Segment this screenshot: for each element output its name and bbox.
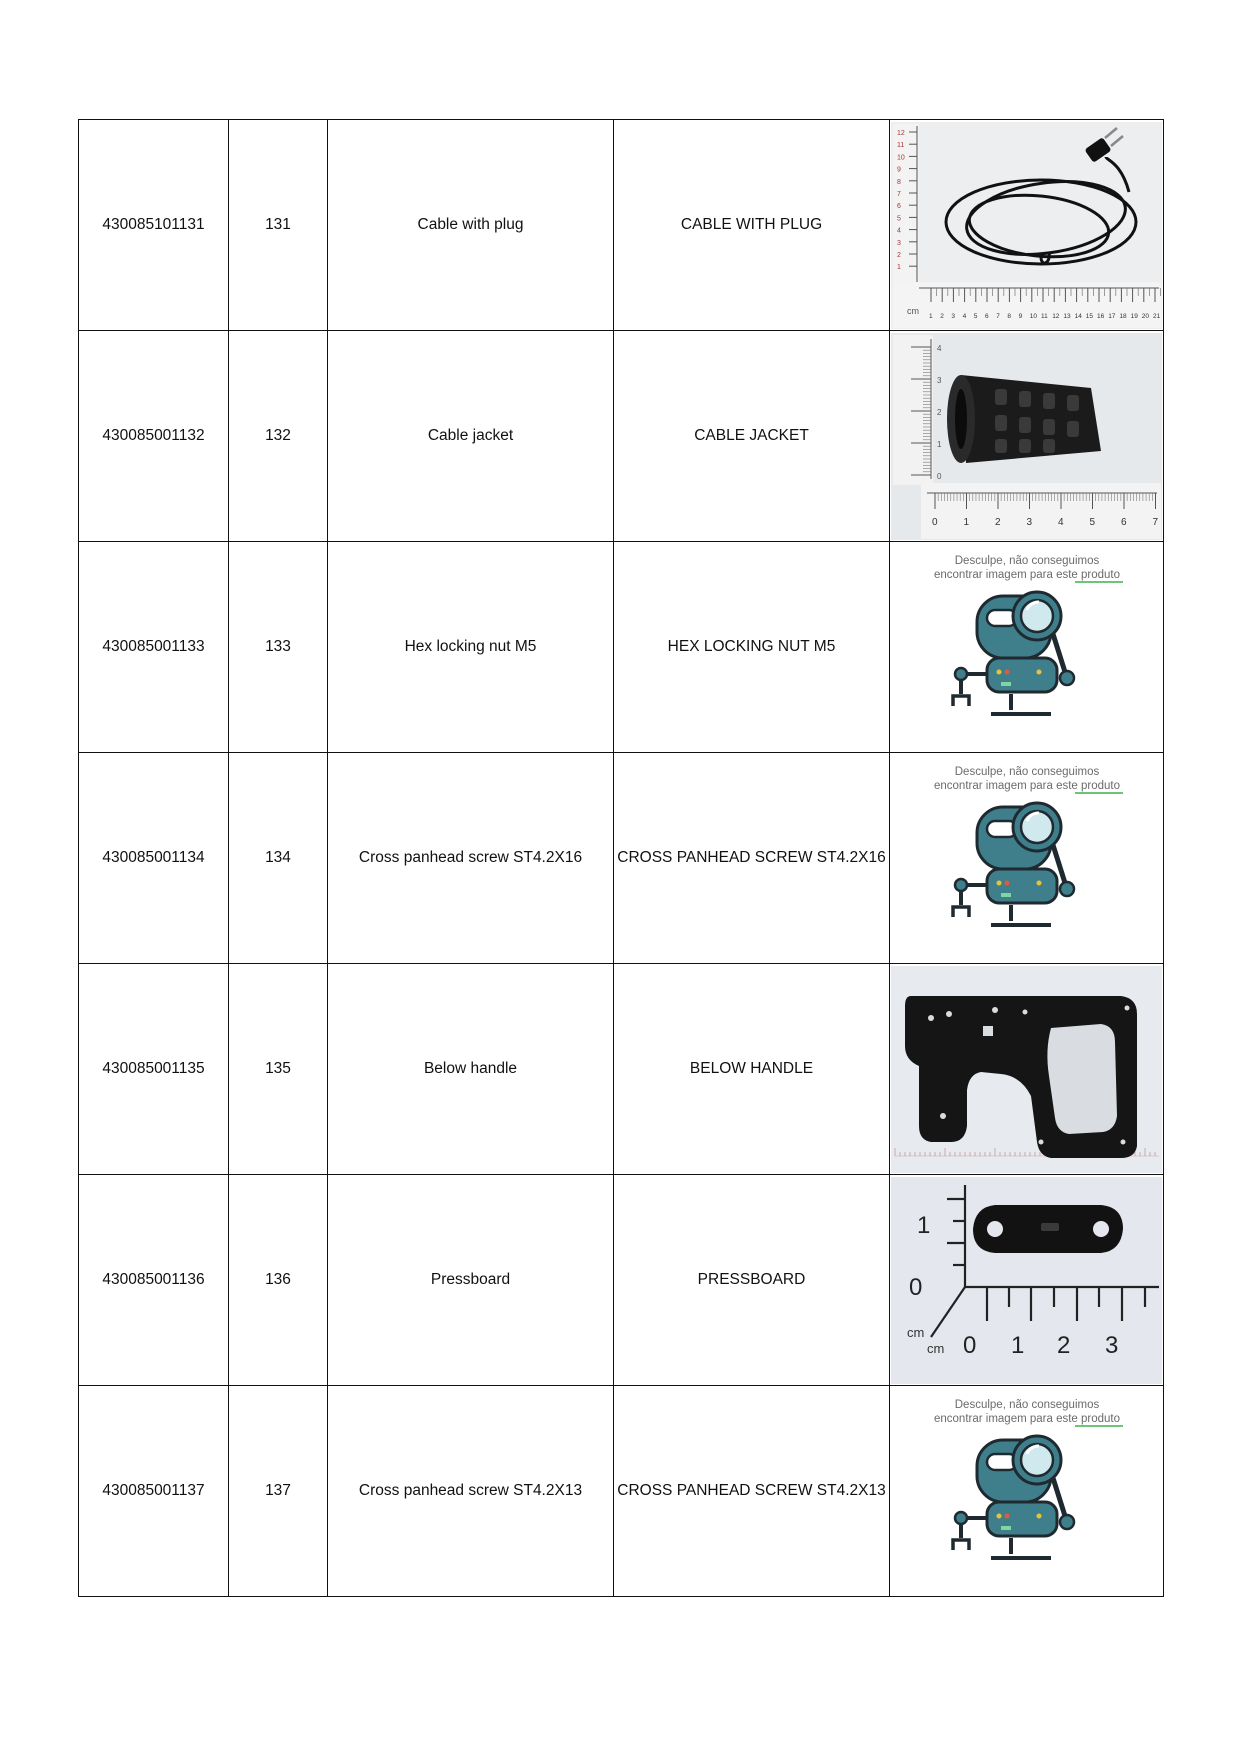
cable-htick-label: 15 bbox=[1085, 312, 1094, 320]
cable-ruler-unit-bottom: cm bbox=[907, 305, 919, 316]
pressboard-htick-3: 3 bbox=[1105, 1331, 1119, 1359]
cable-with-plug-photo bbox=[891, 122, 1162, 329]
placeholder-line-2: encontrar imagem para este produto bbox=[933, 779, 1121, 792]
cable-htick-label: 10 bbox=[1029, 312, 1038, 320]
cable-htick-label: 11 bbox=[1041, 312, 1048, 320]
placeholder-line-1: Desculpe, não conseguimos bbox=[954, 1398, 1100, 1411]
description-upper-cell: CABLE WITH PLUG bbox=[614, 120, 890, 331]
cable-htick-label: 8 bbox=[1007, 312, 1012, 320]
part-code-cell: 430085001133 bbox=[79, 542, 229, 753]
cable-vtick-label: 2 bbox=[897, 251, 901, 259]
jacket-vtick-label: 3 bbox=[937, 375, 942, 385]
cable-vtick-label: 9 bbox=[897, 166, 901, 174]
description-cell: Pressboard bbox=[328, 1175, 614, 1386]
jacket-vtick-label: 1 bbox=[937, 439, 942, 449]
cable-htick-label: 20 bbox=[1141, 312, 1150, 320]
cable-jacket-photo bbox=[891, 333, 1162, 540]
part-code-cell: 430085101131 bbox=[79, 120, 229, 331]
cable-htick-label: 16 bbox=[1097, 312, 1105, 320]
cable-vtick-label: 11 bbox=[897, 141, 905, 149]
pressboard-photo bbox=[891, 1177, 1162, 1384]
pressboard-vtick-0: 0 bbox=[909, 1273, 923, 1301]
cable-vtick-label: 3 bbox=[897, 239, 901, 247]
below-handle-photo bbox=[891, 966, 1162, 1173]
jacket-vtick-label: 2 bbox=[937, 407, 942, 417]
part-image-cell bbox=[890, 1175, 1164, 1386]
description-cell: Hex locking nut M5 bbox=[328, 542, 614, 753]
part-image-cell bbox=[890, 964, 1164, 1175]
cable-htick-label: 1 bbox=[929, 312, 933, 320]
position-cell: 132 bbox=[229, 331, 328, 542]
cable-htick-label: 7 bbox=[996, 312, 1000, 320]
no-image-placeholder bbox=[891, 1388, 1162, 1595]
no-image-placeholder bbox=[891, 544, 1162, 751]
cable-vtick-label: 6 bbox=[897, 202, 901, 210]
cable-htick-label: 4 bbox=[962, 312, 967, 320]
description-upper-cell: CROSS PANHEAD SCREW ST4.2X16 bbox=[614, 753, 890, 964]
cable-vtick-label: 10 bbox=[897, 153, 905, 161]
cable-vtick-label: 12 bbox=[897, 129, 905, 137]
description-upper-cell: PRESSBOARD bbox=[614, 1175, 890, 1386]
part-code-cell: 430085001137 bbox=[79, 1386, 229, 1597]
part-image-cell bbox=[890, 542, 1164, 753]
parts-table-body bbox=[79, 120, 1164, 1597]
placeholder-line-1: Desculpe, não conseguimos bbox=[954, 554, 1100, 567]
cable-jacket-icon bbox=[947, 375, 1101, 463]
table-row bbox=[79, 1386, 1164, 1597]
table-row bbox=[79, 331, 1164, 542]
no-image-placeholder bbox=[891, 755, 1162, 962]
pressboard-vtick-1: 1 bbox=[917, 1211, 931, 1239]
part-code-cell: 430085001136 bbox=[79, 1175, 229, 1386]
position-cell: 135 bbox=[229, 964, 328, 1175]
placeholder-line-1: Desculpe, não conseguimos bbox=[954, 765, 1100, 778]
position-cell: 131 bbox=[229, 120, 328, 331]
cable-vtick-label: 4 bbox=[897, 227, 901, 235]
table-row bbox=[79, 753, 1164, 964]
pressboard-htick-0: 0 bbox=[963, 1331, 977, 1359]
description-upper-cell: HEX LOCKING NUT M5 bbox=[614, 542, 890, 753]
position-cell: 136 bbox=[229, 1175, 328, 1386]
cable-htick-label: 21 bbox=[1153, 312, 1161, 320]
cable-htick-label: 19 bbox=[1130, 312, 1138, 320]
cable-vtick-label: 1 bbox=[897, 263, 901, 271]
jacket-htick-label: 6 bbox=[1121, 516, 1127, 528]
pressboard-part-icon bbox=[973, 1205, 1123, 1253]
description-cell: Cable jacket bbox=[328, 331, 614, 542]
cable-htick-label: 6 bbox=[985, 312, 989, 320]
cable-htick-label: 18 bbox=[1119, 312, 1127, 320]
description-cell: Cross panhead screw ST4.2X16 bbox=[328, 753, 614, 964]
pressboard-ruler-unit-2: cm bbox=[927, 1340, 945, 1356]
part-code-cell: 430085001135 bbox=[79, 964, 229, 1175]
cable-htick-label: 12 bbox=[1052, 312, 1060, 320]
position-cell: 133 bbox=[229, 542, 328, 753]
cable-htick-label: 3 bbox=[951, 312, 956, 320]
table-row bbox=[79, 542, 1164, 753]
pressboard-htick-1: 1 bbox=[1011, 1331, 1025, 1359]
jacket-vtick-label: 4 bbox=[937, 343, 942, 353]
cable-vtick-label: 8 bbox=[897, 178, 901, 186]
cable-vtick-label: 5 bbox=[897, 214, 901, 222]
position-cell: 134 bbox=[229, 753, 328, 964]
cable-htick-label: 17 bbox=[1108, 312, 1116, 320]
description-upper-cell: CABLE JACKET bbox=[614, 331, 890, 542]
part-code-cell: 430085001134 bbox=[79, 753, 229, 964]
description-upper-cell: BELOW HANDLE bbox=[614, 964, 890, 1175]
description-upper-cell: CROSS PANHEAD SCREW ST4.2X13 bbox=[614, 1386, 890, 1597]
jacket-htick-label: 1 bbox=[963, 516, 970, 528]
table-row bbox=[79, 1175, 1164, 1386]
table-row bbox=[79, 964, 1164, 1175]
pressboard-htick-2: 2 bbox=[1057, 1331, 1071, 1359]
parts-table bbox=[78, 119, 1164, 1597]
table-row bbox=[79, 120, 1164, 331]
description-cell: Below handle bbox=[328, 964, 614, 1175]
part-image-cell bbox=[890, 1386, 1164, 1597]
pressboard-ruler-unit: cm bbox=[907, 1324, 925, 1340]
cable-htick-label: 2 bbox=[940, 312, 944, 320]
cable-htick-label: 14 bbox=[1074, 312, 1082, 320]
cable-htick-label: 9 bbox=[1018, 312, 1023, 320]
jacket-htick-label: 0 bbox=[932, 516, 938, 528]
placeholder-line-2: encontrar imagem para este produto bbox=[933, 568, 1121, 581]
cable-vtick-label: 7 bbox=[897, 190, 901, 198]
jacket-htick-label: 5 bbox=[1089, 516, 1096, 528]
description-cell: Cable with plug bbox=[328, 120, 614, 331]
part-image-cell bbox=[890, 331, 1164, 542]
jacket-htick-label: 7 bbox=[1152, 516, 1159, 528]
part-image-cell bbox=[890, 753, 1164, 964]
jacket-htick-label: 2 bbox=[995, 516, 1001, 528]
cable-htick-label: 5 bbox=[973, 312, 978, 320]
position-cell: 137 bbox=[229, 1386, 328, 1597]
part-code-cell: 430085001132 bbox=[79, 331, 229, 542]
jacket-htick-label: 4 bbox=[1058, 516, 1064, 528]
jacket-htick-label: 3 bbox=[1026, 516, 1033, 528]
description-cell: Cross panhead screw ST4.2X13 bbox=[328, 1386, 614, 1597]
part-image-cell bbox=[890, 120, 1164, 331]
cable-htick-label: 13 bbox=[1063, 312, 1071, 320]
placeholder-line-2: encontrar imagem para este produto bbox=[933, 1412, 1121, 1425]
jacket-vtick-label: 0 bbox=[937, 471, 942, 481]
